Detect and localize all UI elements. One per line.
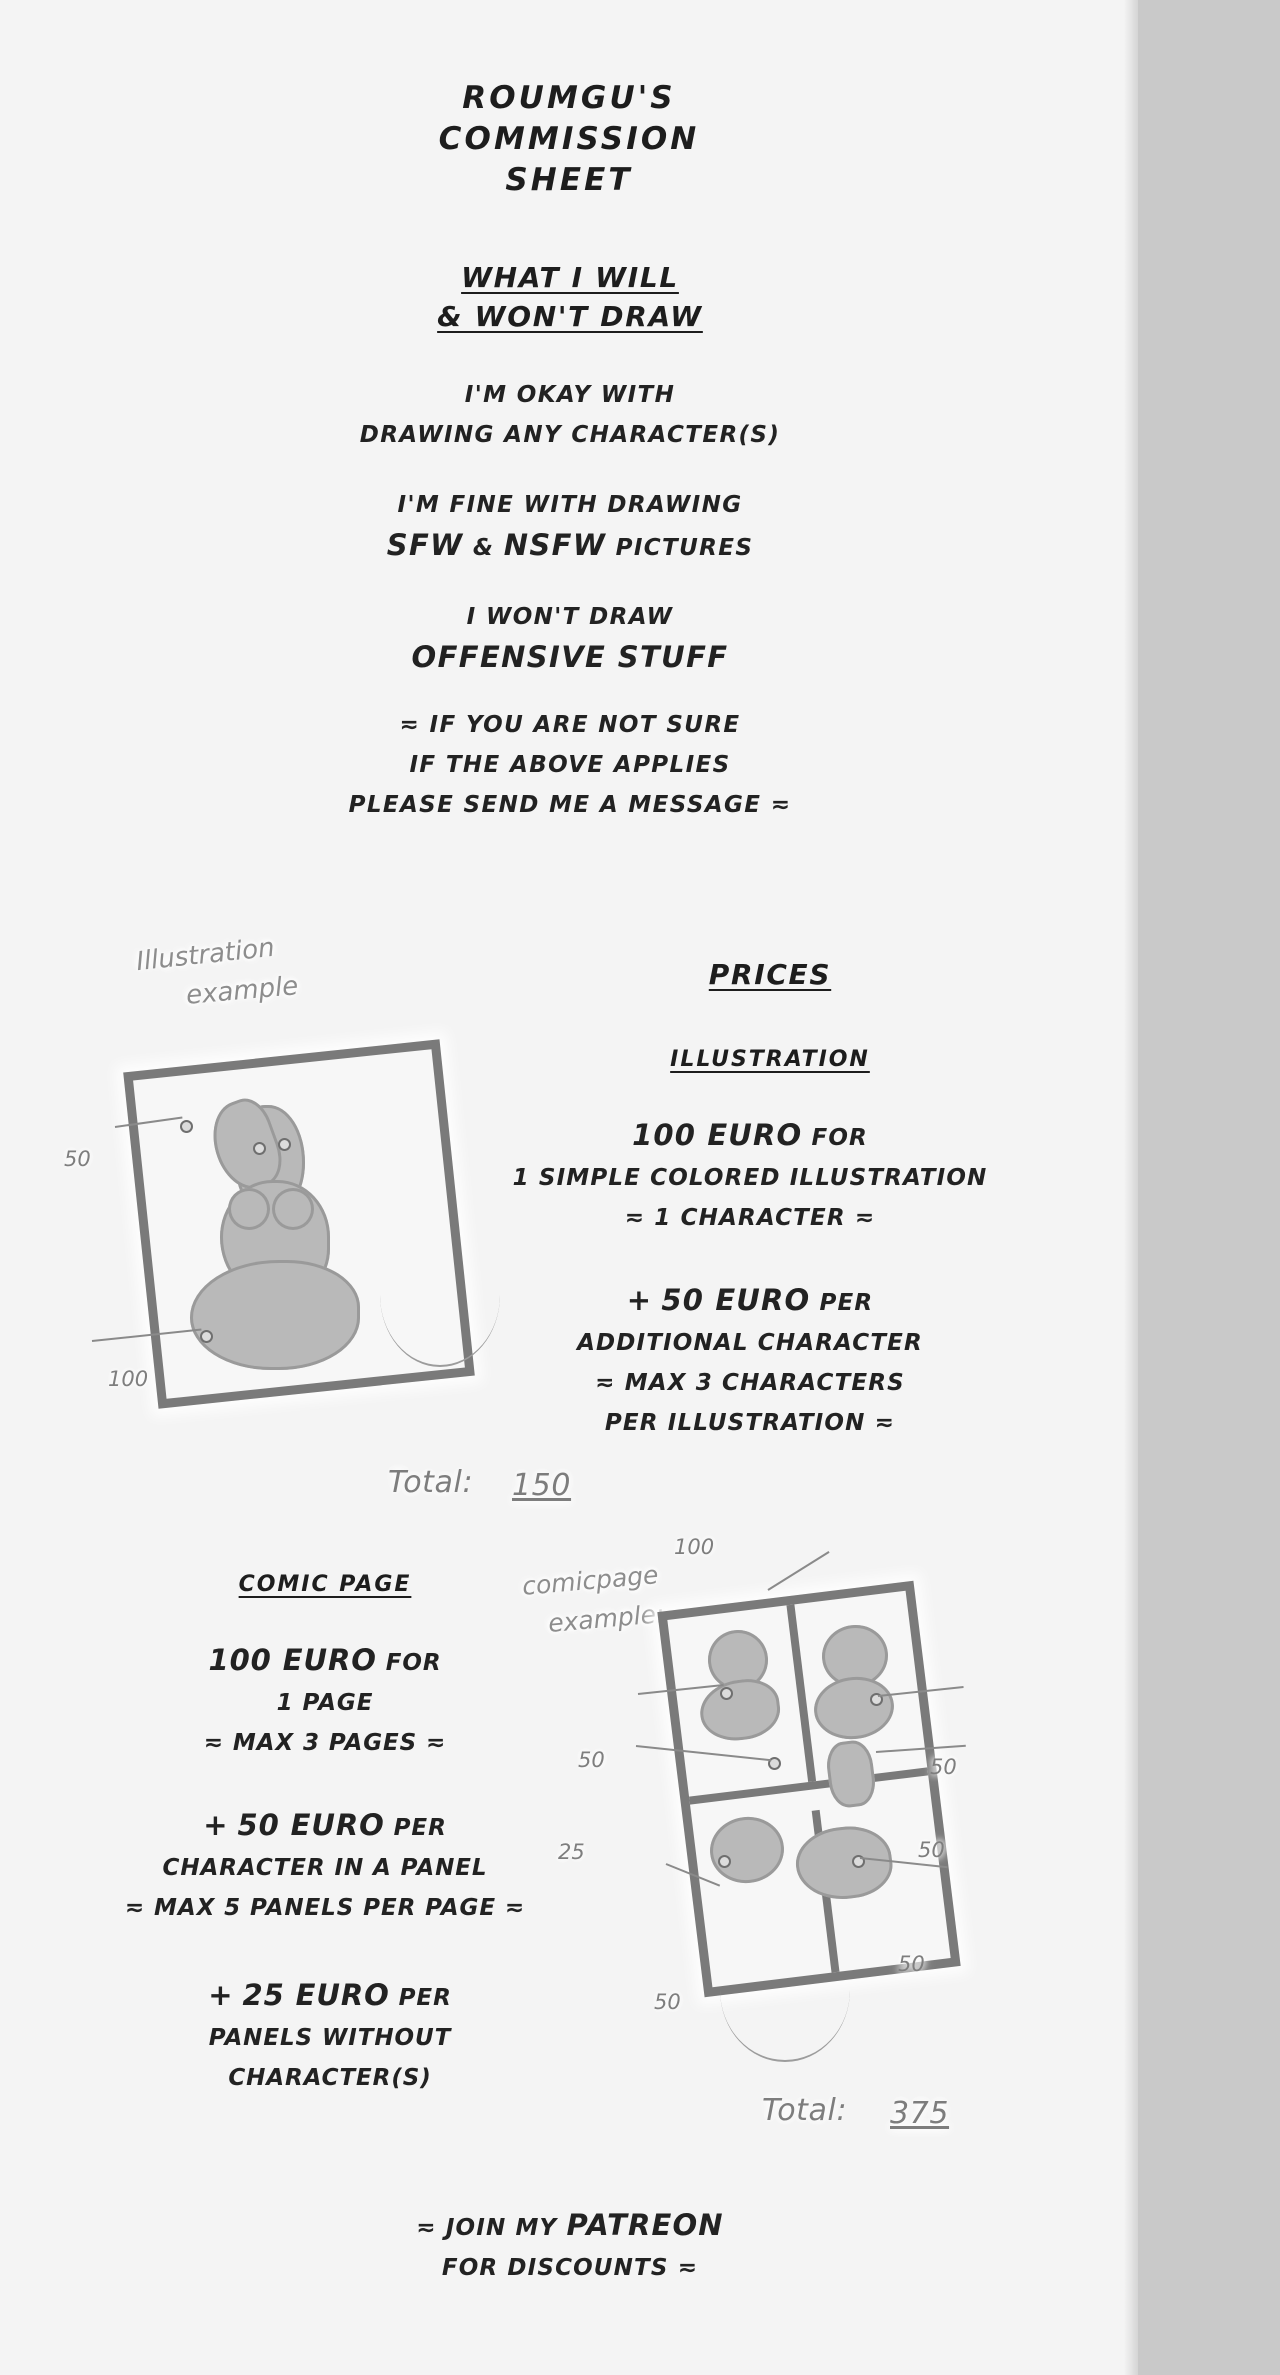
comic-empty-plus: +: [208, 1978, 234, 2012]
anchor-dot-50: [180, 1120, 193, 1133]
label-sfw: SFW: [386, 528, 464, 562]
comic-example-label-line-1: comicpage: [520, 1560, 660, 1601]
policy-block-sfw-nsfw: [190, 485, 950, 568]
comic-price-line-1: [85, 1640, 565, 1683]
illustration-price-line-2: 1 SIMPLE COLORED ILLUSTRATION: [512, 1165, 988, 1191]
illustration-total-label: Total:: [388, 1465, 474, 1500]
comic-empty-line-1: [120, 1975, 540, 2018]
comic-character-line-3: ≂ MAX 5 PANELS PER PAGE ≂: [124, 1895, 526, 1921]
figure-eye-left: [253, 1142, 266, 1155]
illustration-extra-line-3: ≂ MAX 3 CHARACTERS: [595, 1370, 905, 1396]
subheading-illustration: ILLUSTRATION: [670, 1047, 870, 1072]
illustration-price-line-3: ≂ 1 CHARACTER ≂: [624, 1205, 876, 1231]
comic-tag-100: 100: [674, 1535, 715, 1559]
price-block-comic-empty-panel: [120, 1975, 540, 2098]
policy-contact-line-3: PLEASE SEND ME A MESSAGE ≂: [348, 792, 792, 818]
comic-total-value: 375: [890, 2096, 950, 2131]
label-nsfw: NSFW: [503, 528, 607, 562]
comic-character-line-2: CHARACTER IN A PANEL: [162, 1855, 488, 1881]
illustration-example-drawing: [120, 930, 520, 1350]
illustration-tag-50: 50: [64, 1147, 91, 1171]
comic-character-amount: 50 EURO: [237, 1808, 385, 1842]
price-block-illustration-extra: [470, 1280, 1030, 1443]
footer-patreon: [250, 2205, 890, 2288]
policy-contact-line-2: IF THE ABOVE APPLIES: [409, 752, 731, 778]
illustration-extra-plus: +: [626, 1283, 653, 1317]
comic-empty-amount: 25 EURO: [242, 1978, 390, 2012]
page-title: [0, 78, 1138, 201]
comic-page-frame: [657, 1581, 960, 1998]
patreon-link[interactable]: PATREON: [566, 2208, 724, 2242]
heading-what-line-1: WHAT I WILL: [461, 261, 679, 294]
footer-join-text: ≂ JOIN MY: [416, 2215, 558, 2241]
footer-line-2: FOR DISCOUNTS ≂: [441, 2255, 699, 2281]
illustration-extra-per: PER: [819, 1290, 874, 1316]
illustration-extra-line-4: PER ILLUSTRATION ≂: [604, 1410, 896, 1436]
page-title-line-3: SHEET: [505, 162, 633, 198]
figure-eye-right: [278, 1138, 291, 1151]
illustration-extra-line-2: ADDITIONAL CHARACTER: [577, 1330, 923, 1356]
policy-okay-line-2: DRAWING ANY CHARACTER(S): [359, 422, 781, 448]
policy-sfw-line-1: I'M FINE WITH DRAWING: [397, 492, 743, 518]
comic-empty-line-3: CHARACTER(S): [228, 2065, 432, 2091]
policy-block-contact: [190, 705, 950, 825]
comic-character-per: PER: [393, 1815, 447, 1841]
figure-hips: [190, 1260, 360, 1370]
comic-total-bracket: [720, 1990, 850, 2062]
price-block-comic-base: [85, 1640, 565, 1763]
price-block-comic-character: [70, 1805, 580, 1928]
comic-total-label: Total:: [762, 2093, 848, 2128]
comic-price-line-3: ≂ MAX 3 PAGES ≂: [203, 1730, 447, 1756]
illustration-total-value: 150: [512, 1468, 572, 1503]
comic-character-line-1: [70, 1805, 580, 1848]
illustration-extra-line-1: [470, 1280, 1030, 1323]
illustration-example-label-line-1: Illustration: [134, 932, 276, 978]
comic-anchor-dot-bottom-50: [718, 1855, 731, 1868]
page-background-right: [1138, 0, 1280, 2375]
policy-block-okay: [190, 375, 950, 455]
policy-offensive-line-1: I WON'T DRAW: [466, 604, 674, 630]
label-pictures: PICTURES: [615, 535, 754, 561]
comic-price-for: FOR: [385, 1650, 442, 1676]
page-title-line-1: ROUMGU'S: [462, 80, 676, 116]
illustration-price-for: FOR: [811, 1125, 868, 1151]
comic-example-drawing: [600, 1545, 1100, 2025]
figure-chest-left: [228, 1188, 270, 1230]
comic-tag-25: 25: [558, 1840, 585, 1864]
policy-offensive-line-2: OFFENSIVE STUFF: [411, 640, 729, 674]
comic-tag-50-right-mid: 50: [918, 1838, 945, 1862]
footer-line-1: [250, 2205, 890, 2248]
comic-tag-50-right-bottom: 50: [898, 1952, 925, 1976]
illustration-price-amount: 100 EURO: [632, 1118, 803, 1152]
policy-okay-line-1: I'M OKAY WITH: [464, 382, 676, 408]
section-heading-what-i-will-draw: [250, 258, 890, 336]
illustration-extra-amount: 50 EURO: [661, 1283, 811, 1317]
panel-divider-vertical-top: [786, 1604, 816, 1781]
label-ampersand: &: [472, 535, 495, 561]
comic-example-label-line-2: example:: [546, 1598, 666, 1639]
comic-tag-50-right-top: 50: [930, 1755, 957, 1779]
comic-tag-50-bottom: 50: [654, 1990, 681, 2014]
comic-empty-per: PER: [398, 1985, 452, 2011]
illustration-tag-100: 100: [108, 1367, 149, 1391]
comic-price-amount: 100 EURO: [208, 1643, 377, 1677]
comic-leader-top-100: [767, 1551, 829, 1591]
comic-price-line-2: 1 PAGE: [276, 1690, 374, 1716]
policy-sfw-line-2: [190, 525, 950, 568]
section-heading-prices: PRICES: [708, 958, 832, 991]
comic-tag-50-left: 50: [578, 1748, 605, 1772]
comic-empty-line-2: PANELS WITHOUT: [208, 2025, 452, 2051]
page-title-line-2: COMMISSION: [438, 121, 700, 157]
illustration-example-label-line-2: example: [184, 971, 300, 1011]
policy-block-offensive: [190, 597, 950, 677]
comic-character-plus: +: [203, 1808, 229, 1842]
subheading-comic-page: COMIC PAGE: [238, 1572, 412, 1597]
anchor-dot-100: [200, 1330, 213, 1343]
heading-what-line-2: & WON'T DRAW: [437, 300, 703, 333]
comic-anchor-dot-left-50: [720, 1687, 733, 1700]
figure-chest-right: [272, 1188, 314, 1230]
policy-contact-line-1: ≂ IF YOU ARE NOT SURE: [399, 712, 741, 738]
